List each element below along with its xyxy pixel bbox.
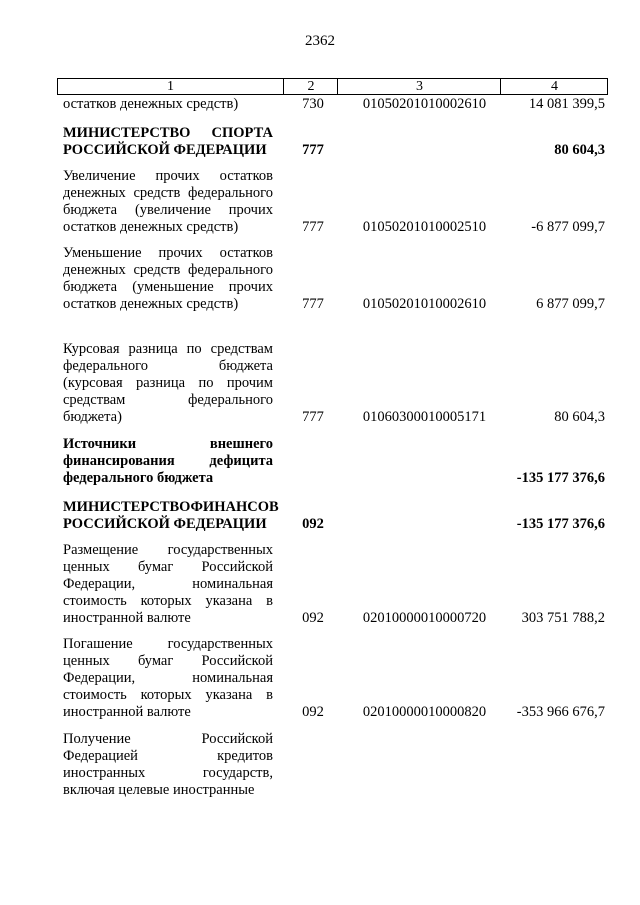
row-description — [63, 96, 273, 113]
row-ministry-code: 777 — [302, 296, 324, 312]
description-line — [63, 542, 273, 559]
description-word: средствам — [63, 392, 126, 408]
description-word: государств, — [202, 765, 273, 781]
description-word: внешнего — [209, 436, 273, 452]
description-word: Российской — [201, 653, 273, 669]
description-word: прочих — [155, 168, 200, 184]
description-line — [63, 185, 273, 202]
row-budget-code: 02010000010000820 — [362, 704, 487, 720]
description-word: остатков — [219, 245, 273, 261]
description-word: указана — [205, 687, 253, 703]
description-line — [63, 499, 279, 516]
row-ministry-code: 092 — [302, 516, 324, 532]
description-word: бюджета — [218, 358, 273, 374]
description-word: денежных — [63, 185, 126, 201]
description-word: Федерации, — [63, 670, 136, 686]
row-ministry-code: 092 — [302, 610, 324, 626]
description-word: Увеличение — [63, 168, 136, 184]
description-line — [63, 279, 273, 296]
description-word: государственных — [167, 542, 273, 558]
description-word: (курсовая — [63, 375, 123, 391]
description-line — [63, 245, 273, 262]
description-line: включая целевые иностранные — [63, 782, 255, 798]
row-amount: 14 081 399,5 — [528, 96, 605, 112]
row-description — [63, 168, 273, 236]
row-amount: -135 177 376,6 — [516, 470, 605, 486]
description-word: бумаг — [137, 559, 174, 575]
description-word: федерального — [188, 392, 273, 408]
description-word: Источники — [63, 436, 137, 452]
description-word: разница — [128, 341, 178, 357]
description-word: Получение — [63, 731, 131, 747]
row-budget-code: 01050201010002610 — [362, 96, 487, 112]
description-line — [63, 670, 273, 687]
description-word: номинальная — [192, 670, 273, 686]
description-word: ценных — [63, 559, 110, 575]
row-ministry-code: 777 — [302, 409, 324, 425]
description-word: федерального — [188, 185, 273, 201]
description-line — [63, 168, 273, 185]
description-line — [63, 576, 273, 593]
description-line: иностранной валюте — [63, 704, 191, 720]
description-line — [63, 375, 273, 392]
description-word: остатков — [219, 168, 273, 184]
description-word: прочих — [158, 245, 203, 261]
description-word: ФИНАНСОВ — [190, 499, 279, 515]
description-word: иностранных — [63, 765, 146, 781]
description-word: прочих — [228, 202, 273, 218]
description-line — [63, 636, 273, 653]
description-line: остатков денежных средств) — [63, 296, 239, 312]
description-word: средств — [133, 185, 181, 201]
description-word: Федерации, — [63, 576, 136, 592]
description-line — [63, 341, 273, 358]
description-word: средств — [133, 262, 181, 278]
row-amount: 6 877 099,7 — [536, 296, 605, 312]
description-word: Российской — [201, 559, 273, 575]
description-word: средствам — [210, 341, 273, 357]
row-ministry-code: 777 — [302, 142, 324, 158]
row-description — [63, 125, 273, 159]
description-word: в — [266, 687, 273, 703]
description-word: Размещение — [63, 542, 139, 558]
row-amount: -6 877 099,7 — [531, 219, 605, 235]
description-line — [63, 436, 273, 453]
description-line: иностранной валюте — [63, 610, 191, 626]
column-header-1: 1 — [167, 79, 174, 94]
description-word: МИНИСТЕРСТВО — [63, 499, 191, 515]
description-word: разница — [135, 375, 186, 391]
description-line — [63, 593, 273, 610]
description-word: федерального — [188, 262, 273, 278]
row-budget-code: 01050201010002610 — [362, 296, 487, 312]
description-line — [63, 202, 273, 219]
description-word: стоимость — [63, 593, 127, 609]
description-word: Погашение — [63, 636, 133, 652]
description-word: номинальная — [192, 576, 273, 592]
row-description — [63, 499, 279, 533]
row-description — [63, 636, 273, 721]
description-line: остатков денежных средств) — [63, 96, 239, 112]
description-line — [63, 687, 273, 704]
row-description — [63, 542, 273, 627]
description-word: Курсовая — [63, 341, 120, 357]
description-line — [63, 358, 273, 375]
description-word: (увеличение — [134, 202, 211, 218]
description-line: остатков денежных средств) — [63, 219, 239, 235]
row-description — [63, 341, 273, 426]
description-line: федерального бюджета — [63, 470, 214, 486]
description-word: государственных — [167, 636, 273, 652]
description-word: прочих — [228, 279, 273, 295]
description-word: Уменьшение — [63, 245, 142, 261]
row-budget-code: 01060300010005171 — [362, 409, 487, 425]
row-description — [63, 245, 273, 313]
row-amount: -135 177 376,6 — [516, 516, 605, 532]
description-line — [63, 748, 273, 765]
description-word: в — [266, 593, 273, 609]
description-word: денежных — [63, 262, 126, 278]
description-line — [63, 731, 273, 748]
description-line — [63, 453, 273, 470]
row-ministry-code: 777 — [302, 219, 324, 235]
description-line — [63, 125, 273, 142]
row-budget-code: 02010000010000720 — [362, 610, 487, 626]
description-word: Федерацией — [63, 748, 138, 764]
description-line — [63, 392, 273, 409]
description-word: которых — [140, 687, 192, 703]
description-line — [63, 262, 273, 279]
description-word: по — [186, 341, 202, 357]
row-amount: 80 604,3 — [554, 142, 605, 158]
description-word: МИНИСТЕРСТВО — [63, 125, 191, 141]
description-line — [63, 559, 273, 576]
column-header-4: 4 — [500, 79, 608, 94]
description-word: ценных — [63, 653, 110, 669]
description-word: СПОРТА — [211, 125, 273, 141]
row-ministry-code: 092 — [302, 704, 324, 720]
description-word: финансирования — [63, 453, 175, 469]
description-word: прочим — [226, 375, 273, 391]
row-amount: -353 966 676,7 — [516, 704, 605, 720]
page-number: 2362 — [305, 33, 335, 49]
description-word: (уменьшение — [132, 279, 214, 295]
description-word: указана — [205, 593, 253, 609]
row-amount: 80 604,3 — [554, 409, 605, 425]
column-header-2: 2 — [283, 79, 338, 94]
description-word: федерального — [63, 358, 148, 374]
row-amount: 303 751 788,2 — [521, 610, 605, 626]
row-budget-code: 01050201010002510 — [362, 219, 487, 235]
description-word: кредитов — [217, 748, 273, 764]
description-word: стоимость — [63, 687, 127, 703]
row-description — [63, 436, 273, 487]
row-ministry-code: 730 — [302, 96, 324, 112]
description-word: дефицита — [209, 453, 273, 469]
description-line: РОССИЙСКОЙ ФЕДЕРАЦИИ — [63, 516, 267, 532]
description-word: Российской — [201, 731, 273, 747]
description-word: по — [198, 375, 214, 391]
description-word: бюджета — [63, 202, 118, 218]
description-line — [63, 765, 273, 782]
description-word: которых — [140, 593, 192, 609]
description-word: бюджета — [63, 279, 118, 295]
description-line — [63, 653, 273, 670]
column-header-3: 3 — [337, 79, 501, 94]
row-description — [63, 731, 273, 799]
description-line: бюджета) — [63, 409, 122, 425]
description-line: РОССИЙСКОЙ ФЕДЕРАЦИИ — [63, 142, 267, 158]
description-word: бумаг — [137, 653, 174, 669]
